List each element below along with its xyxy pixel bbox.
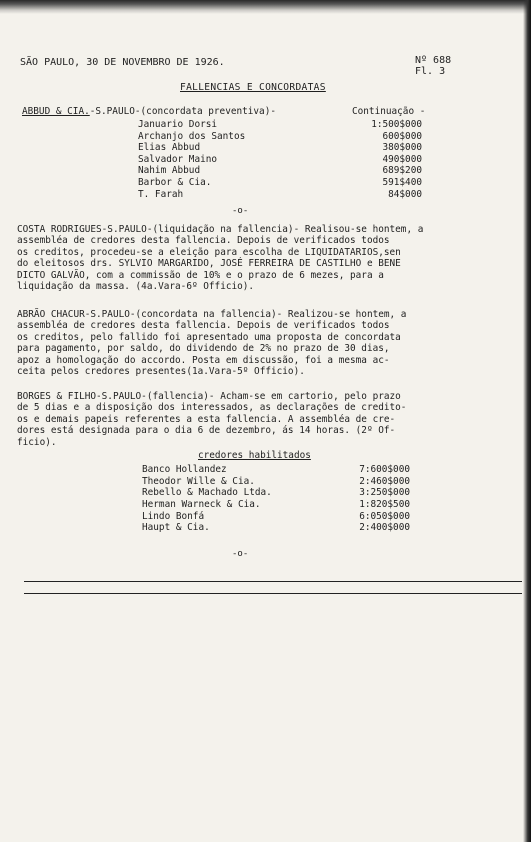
creditor-row [138,177,428,189]
creditor-value: 380$000 [382,142,422,154]
paragraph-line: assembléa de credores desta fallencia. Depois de verificados todos [17,235,390,247]
creditor-row [138,189,428,201]
creditor-row [142,476,414,488]
scan-edge-right [523,0,531,842]
paragraph-line: dores está designada para o dia 6 de dezembro, ás 14 horas. (2º Of- [17,425,396,437]
creditor-row [138,142,428,154]
entry-borges-creditor-list [142,464,414,534]
creditor-row [142,464,414,476]
document-date: SÃO PAULO, 30 DE NOVEMBRO DE 1926. [20,57,225,68]
creditor-value: 6:050$000 [359,510,410,522]
creditor-name: Haupt & Cia. [142,522,210,534]
divider-rule [24,593,522,594]
entry-abbud-firm: ABBUD & CIA. [22,106,90,117]
scan-edge-top [0,0,531,14]
creditor-value: 600$000 [382,130,422,142]
creditor-name: Elias Abbud [138,142,201,154]
separator: -o- [232,549,249,559]
entry-abbud-creditor-list [138,119,428,200]
creditor-name: T. Farah [138,188,184,200]
paragraph-line: ABRÃO CHACUR-S.PAULO-(concordata na fallencia)- Realizou-se hontem, a [17,309,407,320]
paragraph-line: de 5 dias e a disposição dos interessados, as declarações de credito- [17,402,407,414]
creditor-row [142,499,414,511]
creditor-name: Lindo Bonfá [142,510,205,522]
entry-abrao-chacur [17,309,495,377]
paragraph-line: COSTA RODRIGUES-S.PAULO-(liquidação na fallencia)- Realisou-se hontem, a [17,224,424,235]
entry-abbud-heading [22,106,276,117]
creditor-row [142,487,414,499]
entry-borges-filho [17,391,495,448]
paragraph-line: para pagamento, por saldo, do dividendo de 2% no prazo de 30 dias, [17,343,390,355]
creditor-row [142,511,414,523]
creditor-value: 84$000 [388,188,422,200]
paragraph-line: BORGES & FILHO-S.PAULO-(fallencia)- Acham-se em cartorio, pelo prazo [17,391,401,402]
creditor-value: 490$000 [382,153,422,165]
creditor-value: 1:500$000 [371,119,422,130]
creditor-value: 2:400$000 [359,522,410,534]
paragraph-line: assembléa de credores desta fallencia. Depois de verificados todos [17,320,390,332]
paragraph-line: os creditos, pelo fallido foi apresentado uma proposta de concordata [17,331,401,343]
paragraph-line: os creditos, procedeu-se a eleição para escolha de LIQUIDATARIOS,sen [17,246,401,258]
creditor-value: 2:460$000 [359,475,410,487]
creditors-title: credores habilitados [198,450,311,461]
entry-costa-rodrigues [17,224,495,292]
creditor-name: Herman Warneck & Cia. [142,499,261,511]
paragraph-line: DICTO GALVÃO, com a commissão de 10% e o prazo de 6 mezes, para a [17,269,384,281]
paragraph-line: os e demais papeis referentes a esta fallencia. A assembléa de cre- [17,413,396,425]
section-title: FALLENCIAS E CONCORDATAS [180,82,326,93]
creditor-value: 7:600$000 [359,464,410,475]
document-number: Nº 688 [415,55,452,66]
paragraph-line: ceita pelos credores presentes(1a.Vara-5º Officio). [17,366,305,378]
paragraph-line: apoz a homologação do accordo. Posta em discussão, foi a mesma ac- [17,354,390,366]
creditor-row [138,131,428,143]
creditor-name: Salvador Maino [138,153,218,165]
paragraph-line: liquidação da massa. (4a.Vara-6º Officio). [17,281,255,293]
paragraph-line: do eleitosos drs. SYLVIO MARGARIDO, JOSÉ FERREIRA DE CASTILHO e BENE [17,258,401,270]
creditor-value: 1:820$500 [359,499,410,511]
creditor-name: Nahim Abbud [138,165,201,177]
divider-rule [24,581,522,582]
creditor-value: 3:250$000 [359,487,410,499]
creditor-name: Rebello & Machado Ltda. [142,487,272,499]
creditor-name: Banco Hollandez [142,464,227,475]
creditor-row [138,154,428,166]
creditor-name: Januario Dorsi [138,119,218,130]
continuation-label: Continuação - [352,106,426,117]
document-folio: Fl. 3 [415,66,446,77]
creditor-row [138,119,428,131]
creditor-row [138,165,428,177]
creditor-name: Barbor & Cia. [138,176,212,188]
creditor-value: 591$400 [382,176,422,188]
creditor-name: Archanjo dos Santos [138,130,246,142]
paragraph-line: ficio). [17,436,57,448]
entry-abbud-rest: -S.PAULO-(concordata preventiva)- [89,106,276,117]
creditor-row [142,522,414,534]
creditor-name: Theodor Wille & Cia. [142,475,255,487]
separator: -o- [232,206,249,216]
creditor-value: 689$200 [382,165,422,177]
